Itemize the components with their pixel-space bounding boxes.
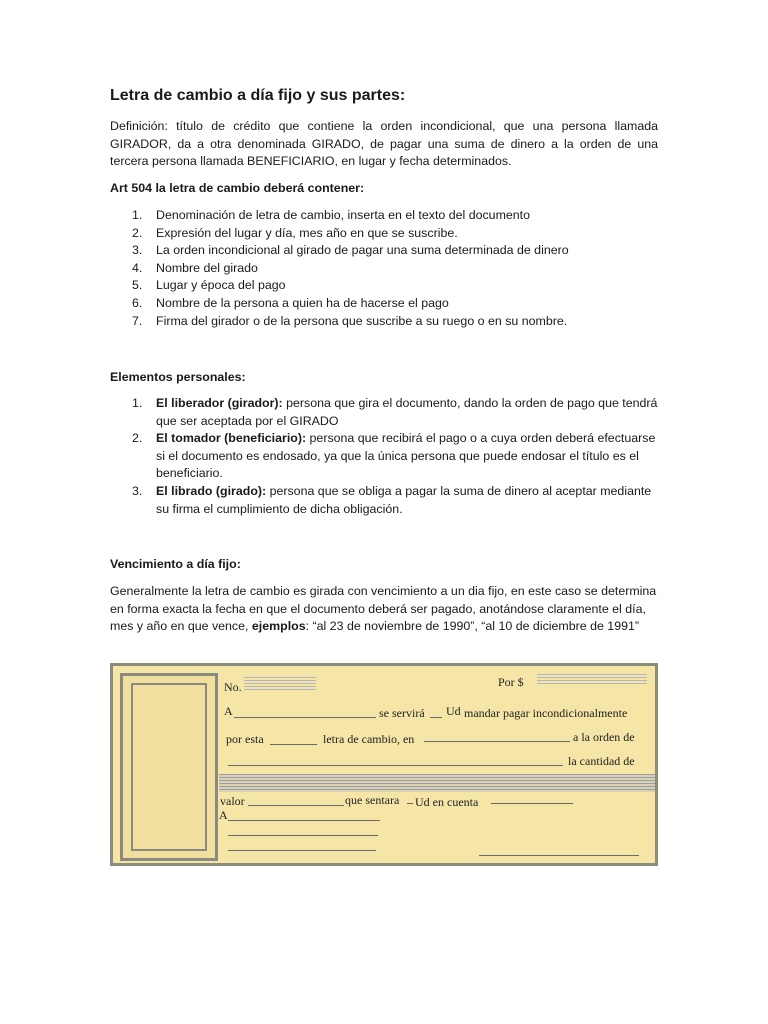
check-stub: [120, 673, 218, 861]
check-valor-label: valor: [220, 794, 245, 808]
art-504-list-item: [110, 242, 658, 260]
check-payee-line: [234, 717, 376, 718]
list-item-number: 3.: [132, 243, 143, 258]
list-item-text: persona que se obliga a pagar la suma de dinero al aceptar mediante su firma el cumplimiento de dicha obligación.: [156, 483, 652, 516]
list-item-number: 6.: [132, 295, 143, 310]
list-item-term: El tomador (beneficiario):: [156, 431, 307, 446]
check-dash-line: [407, 803, 413, 804]
check-cuenta-line: [491, 803, 573, 804]
vencimiento-emphasis: ejemplos: [251, 619, 306, 634]
check-la-cantidad-de: la cantidad de: [568, 754, 635, 768]
list-item-number: 2.: [132, 431, 143, 446]
list-item-text: Firma del girador o de la persona que suscribe a su ruego o en su nombre.: [156, 313, 568, 328]
personal-elements-list: [110, 395, 658, 518]
list-item-number: 4.: [132, 260, 143, 275]
list-item-text: Nombre de la persona a quien ha de hacerse el pago: [156, 295, 449, 310]
check-ud-en-cuenta: Ud en cuenta: [415, 795, 479, 809]
vencimiento-text: Generalmente la letra de cambio es girada con vencimiento a un dia fijo, en este caso se determina en forma exacta la fecha en que el documento deberá ser pagado, anotándose claramente el día, mes y año en que vence,: [110, 584, 657, 634]
check-stub-inner-frame: [131, 683, 207, 851]
vencimiento-paragraph: [110, 583, 658, 636]
check-drawee-line-1: [228, 820, 380, 821]
list-item-text: persona que recibirá el pago o a cuya orden deberá efectuarse si el documento es endosado, ya que la única persona que puede endosar el título es el beneficiario.: [156, 431, 656, 481]
list-item-number: 2.: [132, 225, 143, 240]
list-item-text: persona que gira el documento, dando la orden de pago que tendrá que ser aceptada por el GIRADO: [156, 396, 658, 428]
list-item-text: Denominación de letra de cambio, inserta en el texto del documento: [156, 208, 531, 222]
definition-paragraph: Definición: título de crédito que contiene la orden incondicional, que una persona llamada GIRADOR, da a otra denominada GIRADO, de pagar una suma de dinero a la orden de una tercera persona llamada BENEFICIARIO, en lugar y fecha determinados.: [110, 119, 658, 169]
art-504-list-item: [110, 313, 658, 331]
check-mandar-pagar: mandar pagar incondicionalmente: [464, 706, 628, 720]
check-place-line: [424, 741, 570, 742]
list-item-term: El librado (girado):: [156, 483, 267, 498]
art-504-list-item: [110, 295, 658, 313]
art-504-list-item: [110, 225, 658, 243]
check-signature-line: [479, 855, 639, 856]
art-504-list-item: [110, 260, 658, 278]
list-item-text: Nombre del girado: [156, 260, 258, 275]
check-small-line: [430, 717, 442, 718]
vencimiento-heading: Vencimiento a día fijo:: [110, 557, 241, 571]
check-a-label: A: [224, 704, 233, 718]
list-item-number: 1.: [132, 208, 143, 222]
check-order-line: [228, 765, 563, 766]
list-item-text: Expresión del lugar y día, mes año en que se suscribe.: [156, 225, 458, 240]
list-item-text: La orden incondicional al girado de pagar una suma determinada de dinero: [156, 243, 569, 258]
check-ud-label: Ud: [446, 704, 461, 718]
art-504-list: [110, 207, 658, 330]
list-item-number: 7.: [132, 313, 143, 328]
check-por-esta: por esta: [226, 732, 264, 746]
check-no-hatch: [244, 677, 316, 691]
check-se-servira: se servirá: [379, 706, 425, 720]
bill-of-exchange-image: [110, 663, 658, 866]
check-amount-hatch: [537, 674, 647, 686]
art-504-heading: Art 504 la letra de cambio deberá contener:: [110, 181, 365, 195]
check-a-la-orden-de: a la orden de: [573, 730, 635, 744]
check-por-esta-line: [270, 744, 317, 745]
check-a-label-2: A: [219, 808, 228, 822]
check-drawee-line-2: [228, 835, 378, 836]
check-drawee-line-3: [228, 850, 376, 851]
check-amount-band: [219, 774, 655, 792]
list-item-number: 1.: [132, 396, 143, 410]
personal-elements-heading: Elementos personales:: [110, 370, 246, 384]
check-por-label: Por $: [498, 675, 524, 689]
check-no-label: No.: [224, 680, 242, 694]
check-letra-de-cambio-en: letra de cambio, en: [323, 732, 415, 746]
list-item-text: Lugar y época del pago: [156, 278, 286, 293]
vencimiento-examples: : “al 23 de noviembre de 1990”, “al 10 de diciembre de 1991”: [305, 619, 639, 634]
personal-elements-list-item: [110, 483, 658, 518]
art-504-list-item: [110, 277, 658, 295]
list-item-term: El liberador (girador):: [156, 396, 283, 410]
check-que-sentara: que sentara: [345, 793, 400, 807]
page-title: Letra de cambio a día fijo y sus partes:: [110, 87, 406, 104]
personal-elements-list-item: [110, 395, 658, 430]
list-item-number: 5.: [132, 278, 143, 293]
personal-elements-list-item: [110, 430, 658, 483]
art-504-list-item: [110, 207, 658, 225]
check-valor-line: [248, 805, 344, 806]
list-item-number: 3.: [132, 483, 143, 498]
